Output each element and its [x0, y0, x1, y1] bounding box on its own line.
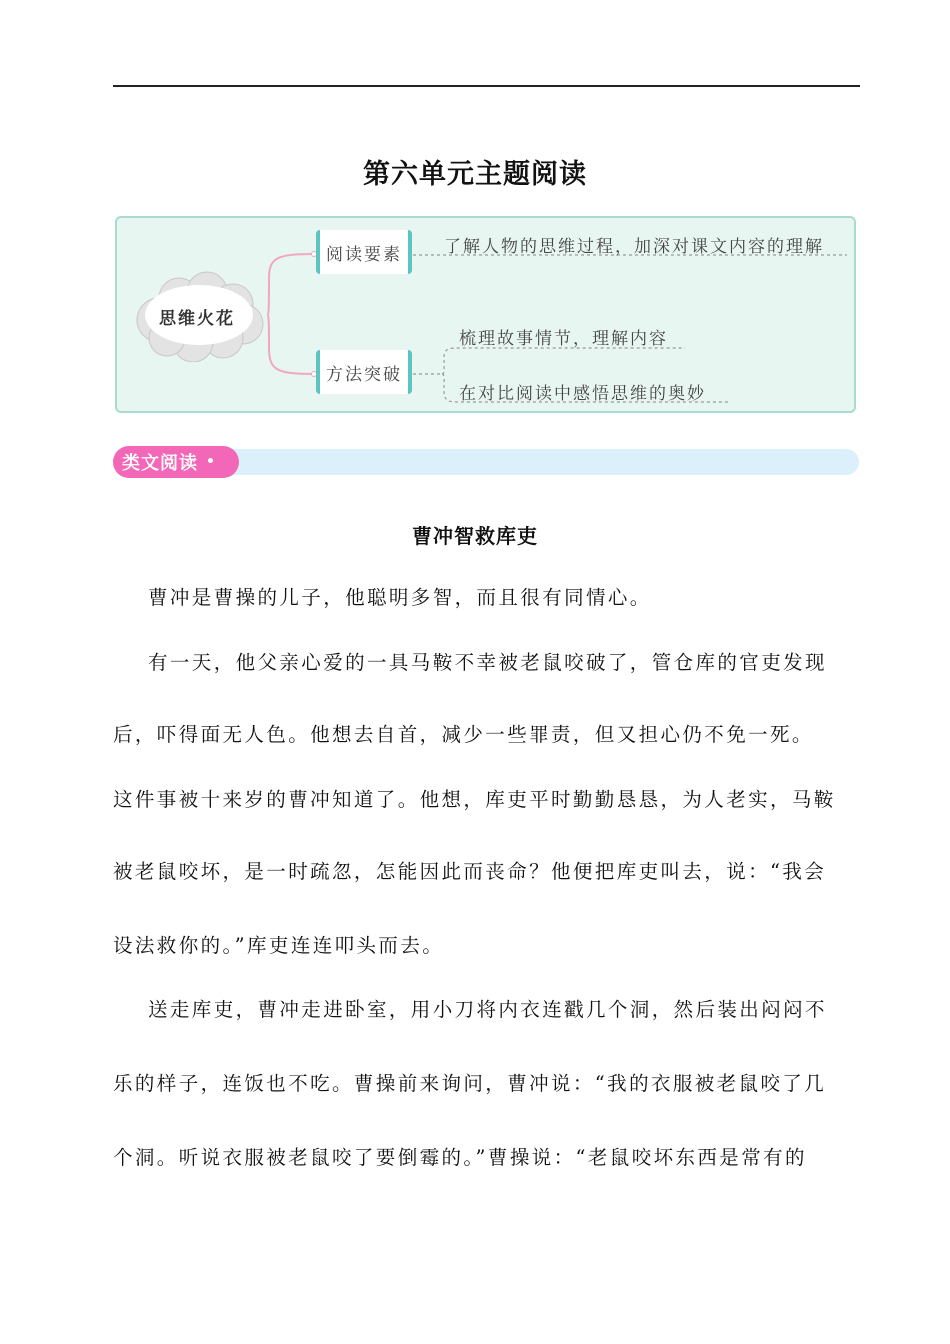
- node-reading-elements: 阅读要素: [316, 230, 412, 274]
- mind-map: [115, 216, 856, 413]
- text-line: 后，吓得面无人色。他想去自首，减少一些罪责，但又担心仍不免一死。: [113, 723, 814, 746]
- node-method-breakthrough: 方法突破: [316, 350, 412, 394]
- text-line: 送走库吏，曹冲走进卧室，用小刀将内衣连戳几个洞，然后装出闷闷不: [148, 998, 827, 1021]
- bullet-icon: •: [206, 454, 216, 470]
- leaf-reading-goal: 了解人物的思维过程，加深对课文内容的理解: [444, 237, 824, 257]
- center-topic: [129, 268, 265, 362]
- header-rule: [113, 85, 860, 87]
- text-line: 有一天，他父亲心爱的一具马鞍不幸被老鼠咬破了，管仓库的官吏发现: [148, 651, 827, 674]
- page-title: 第六单元主题阅读: [363, 159, 587, 190]
- text-line: 被老鼠咬坏，是一时疏忽，怎能因此而丧命？他便把库吏叫去，说：“我会: [113, 860, 827, 883]
- text-line: 这件事被十来岁的曹冲知道了。他想，库吏平时勤勤恳恳，为人老实，马鞍: [113, 788, 836, 811]
- center-topic-label: 思维火花: [159, 309, 235, 329]
- leaf-method-2: 在对比阅读中感悟思维的奥妙: [459, 384, 706, 404]
- section-tag-label: 类文阅读: [122, 453, 198, 474]
- text-line: 个洞。听说衣服被老鼠咬了要倒霉的。”曹操说：“老鼠咬坏东西是常有的: [113, 1146, 807, 1169]
- section-tag: [113, 446, 239, 478]
- text-line: 曹冲是曹操的儿子，他聪明多智，而且很有同情心。: [148, 586, 652, 609]
- text-line: 乐的样子，连饭也不吃。曹操前来询问，曹冲说：“我的衣服被老鼠咬了几: [113, 1072, 827, 1095]
- leaf-method-1: 梳理故事情节，理解内容: [459, 329, 668, 349]
- story-title: 曹冲智救库吏: [412, 524, 538, 548]
- text-line: 设法救你的。”库吏连连叩头而去。: [113, 934, 445, 957]
